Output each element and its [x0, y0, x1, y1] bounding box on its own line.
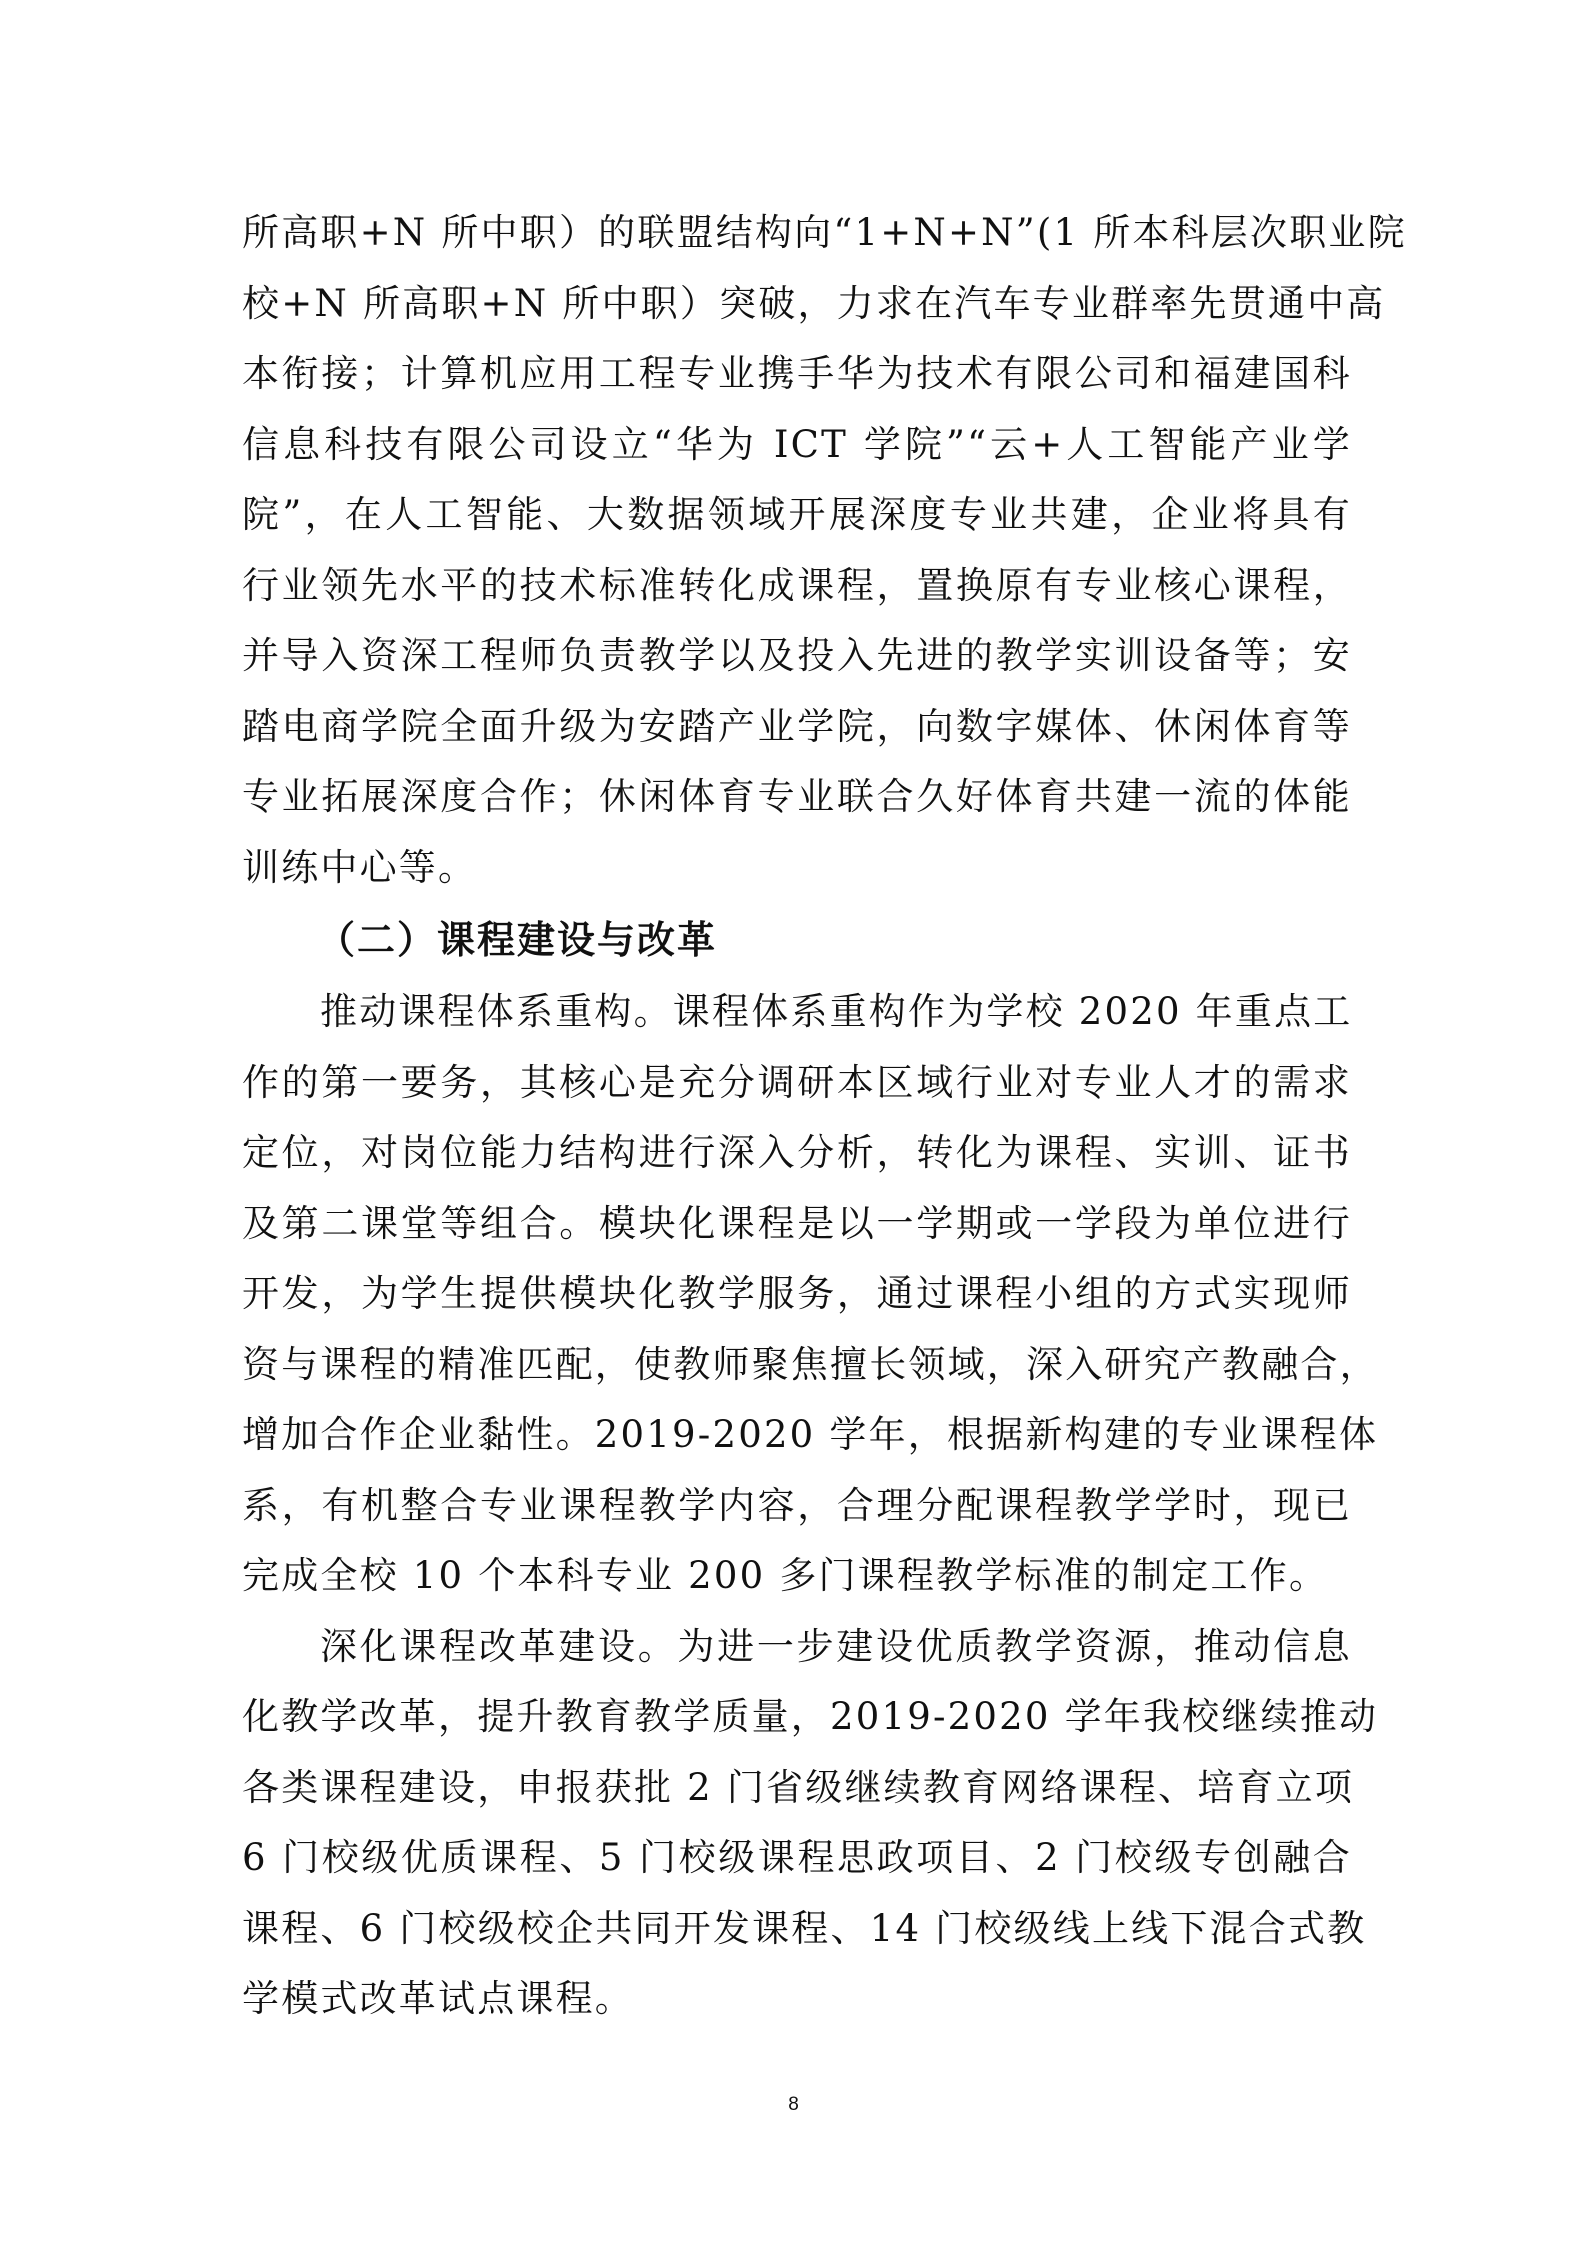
- text-line: 开发，为学生提供模块化教学服务，通过课程小组的方式实现师: [242, 1272, 1352, 1315]
- text-line: 化教学改革，提升教育教学质量，2019-2020 学年我校继续推动: [242, 1695, 1379, 1738]
- paragraph-curriculum-restructuring: [242, 977, 1379, 1612]
- text-line: 系，有机整合专业课程教学内容，合理分配课程教学学时，现已: [242, 1483, 1352, 1527]
- text-line: 专业拓展深度合作；休闲体育专业联合久好体育共建一流的体能: [242, 775, 1352, 818]
- text-line: 增加合作企业黏性。2019-2020 学年，根据新构建的专业课程体: [242, 1413, 1379, 1456]
- section-heading: （二）课程建设与改革: [317, 918, 718, 962]
- text-line: 踏电商学院全面升级为安踏产业学院，向数字媒体、休闲体育等: [242, 704, 1352, 748]
- paragraph-alliance-structure: [242, 198, 1407, 903]
- text-line: 推动课程体系重构。课程体系重构作为学校 2020 年重点工: [320, 990, 1353, 1033]
- text-line: 训练中心等。: [242, 845, 478, 889]
- text-line: 定位，对岗位能力结构进行深入分析，转化为课程、实训、证书: [242, 1131, 1352, 1174]
- text-line: 完成全校 10 个本科专业 200 多门课程教学标准的制定工作。: [242, 1554, 1329, 1597]
- page-number: 8: [788, 2094, 799, 2115]
- text-line: 及第二课堂等组合。模块化课程是以一学期或一学段为单位进行: [242, 1201, 1352, 1245]
- paragraph-curriculum-reform: [242, 1612, 1379, 2035]
- text-line: 课程、6 门校级校企共同开发课程、14 门校级线上线下混合式教: [242, 1906, 1367, 1950]
- text-line: 资与课程的精准匹配，使教师聚焦擅长领域，深入研究产教融合，: [242, 1342, 1379, 1386]
- text-line: 校+N 所高职+N 所中职）突破，力求在汽车专业群率先贯通中高: [242, 281, 1386, 325]
- text-line: 作的第一要务，其核心是充分调研本区域行业对专业人才的需求: [242, 1060, 1352, 1104]
- text-line: 本衔接；计算机应用工程专业携手华为技术有限公司和福建国科: [242, 352, 1352, 395]
- body-text: [242, 198, 1407, 2035]
- text-line: 信息科技有限公司设立“华为 ICT 学院”“云+人工智能产业学: [242, 422, 1352, 466]
- text-line: 深化课程改革建设。为进一步建设优质教学资源，推动信息: [320, 1624, 1352, 1668]
- text-line: 院”，在人工智能、大数据领域开展深度专业共建，企业将具有: [242, 493, 1352, 536]
- text-line: 各类课程建设，申报获批 2 门省级继续教育网络课程、培育立项: [242, 1765, 1355, 1809]
- text-line: 并导入资深工程师负责教学以及投入先进的教学实训设备等；安: [242, 634, 1352, 677]
- text-line: 6 门校级优质课程、5 门校级课程思政项目、2 门校级专创融合: [242, 1836, 1352, 1879]
- text-line: 所高职+N 所中职）的联盟结构向“1+N+N”(1 所本科层次职业院: [242, 211, 1407, 254]
- text-line: 学模式改革试点课程。: [242, 1977, 634, 2020]
- text-line: 行业领先水平的技术标准转化成课程，置换原有专业核心课程，: [242, 563, 1352, 607]
